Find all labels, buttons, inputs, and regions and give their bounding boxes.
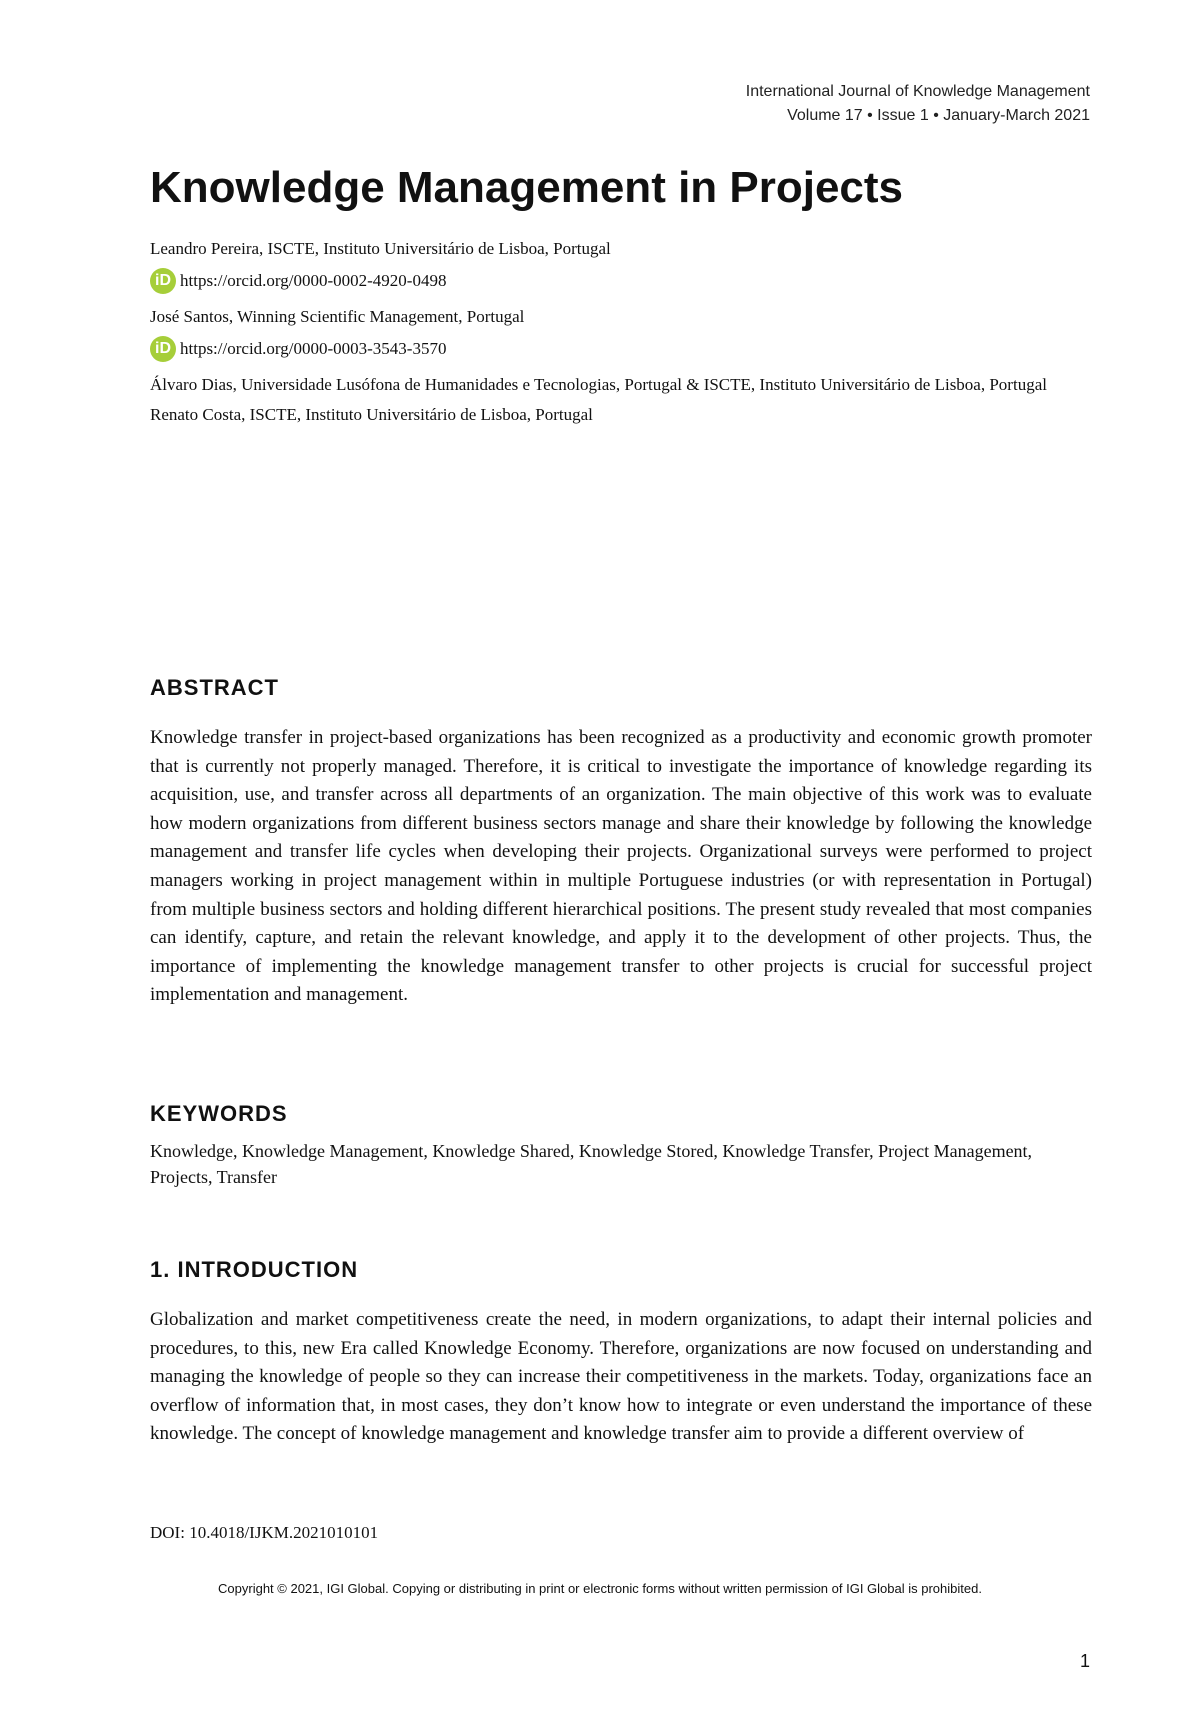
author-affiliation: Álvaro Dias, Universidade Lusófona de Humanidades e Tecnologias, Portugal & ISCTE, Instituto Universitário de Lisboa, Portugal [150,375,1047,394]
introduction-heading: 1. INTRODUCTION [150,1257,359,1282]
orcid-icon: iD [150,268,176,294]
introduction-text: Globalization and market competitiveness create the need, in modern organizations, to adapt their internal policies and procedures, to this, new Era called Knowledge Economy. Therefore, organizations are now focused on understanding and managing the knowledge of people so they can increase their competitiveness in the markets. Today, organizations face an overflow of information that, in most cases, they don’t know how to integrate or even understand the importance of these knowledge. The concept of knowledge management and knowledge transfer aim to provide a different overview of [150,1309,1092,1445]
journal-issue: Volume 17 • Issue 1 • January-March 2021 [787,107,1090,124]
abstract-heading: ABSTRACT [150,675,279,700]
orcid-icon: iD [150,336,176,362]
page-number: 1 [1079,1651,1090,1671]
journal-header [746,80,1090,128]
orcid-row [150,268,1092,294]
author-affiliation: Renato Costa, ISCTE, Instituto Universitário de Lisboa, Portugal [150,405,593,424]
journal-name: International Journal of Knowledge Management [745,83,1090,100]
author-entry [150,404,1092,426]
abstract-text: Knowledge transfer in project-based organizations has been recognized as a productivity and economic growth promoter that is currently not properly managed. Therefore, it is critical to investigate the importance of knowledge regarding its acquisition, use, and transfer across all departments of an organization. The main objective of this work was to evaluate how modern organizations from different business sectors manage and share their knowledge by following the knowledge management and transfer life cycles when developing their projects. Organizational surveys were performed to project managers working in project management within in multiple Portuguese industries (or with representation in Portugal) from multiple business sectors and holding different hierarchical positions. The present study revealed that most companies can identify, capture, and retain the relevant knowledge, and apply it to the development of other projects. Thus, the importance of implementing the knowledge management transfer to other projects is crucial for successful project implementation and management. [150,727,1092,1006]
author-affiliation: José Santos, Winning Scientific Management, Portugal [150,307,525,326]
keywords-heading: KEYWORDS [150,1101,288,1126]
doi: DOI: 10.4018/IJKM.2021010101 [150,1523,379,1542]
keywords-text: Knowledge, Knowledge Management, Knowledge Shared, Knowledge Stored, Knowledge Transfer, Project Management, Projects, Transfer [150,1141,1033,1187]
orcid-row [150,336,1092,362]
orcid-link[interactable]: https://orcid.org/0000-0003-3543-3570 [180,339,447,358]
author-entry [150,238,1092,294]
paper-title: Knowledge Management in Projects [150,163,904,212]
author-entry [150,374,1092,396]
copyright-notice: Copyright © 2021, IGI Global. Copying or distributing in print or electronic forms without written permission of IGI Global is prohibited. [218,1581,982,1596]
author-list [150,238,1092,426]
author-entry [150,306,1092,362]
author-affiliation: Leandro Pereira, ISCTE, Instituto Universitário de Lisboa, Portugal [150,239,611,258]
orcid-link[interactable]: https://orcid.org/0000-0002-4920-0498 [180,271,447,290]
